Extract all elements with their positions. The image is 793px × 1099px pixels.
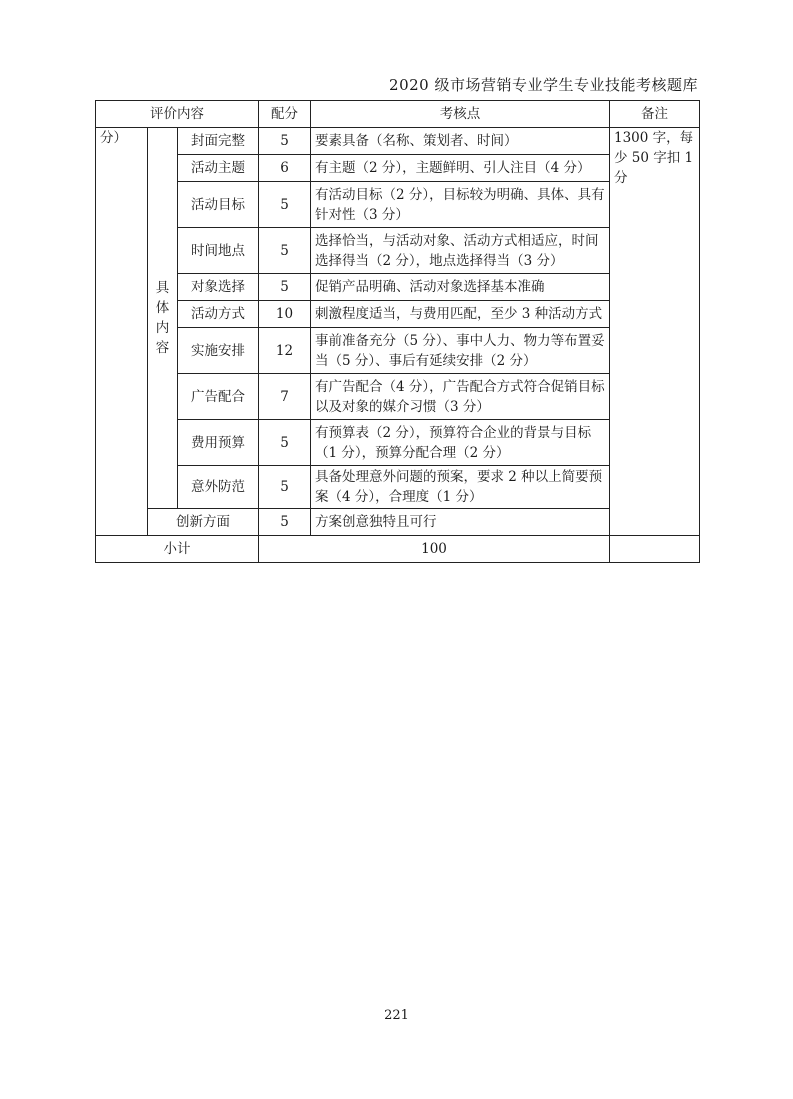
item-name: 时间地点 xyxy=(178,228,259,274)
group-label: 具 体 内 容 xyxy=(148,128,178,509)
item-point: 有主题（2 分），主题鲜明、引人注目（4 分） xyxy=(311,155,610,182)
item-point: 要素具备（名称、策划者、时间） xyxy=(311,128,610,155)
table-row xyxy=(96,328,700,374)
continued-label: 分） xyxy=(96,128,148,536)
subtotal-row xyxy=(96,536,700,563)
item-score: 5 xyxy=(259,228,311,274)
item-point: 有预算表（2 分），预算符合企业的背景与目标（1 分），预算分配合理（2 分） xyxy=(311,420,610,466)
table-row xyxy=(96,155,700,182)
table-row xyxy=(96,274,700,301)
item-score: 5 xyxy=(259,182,311,228)
header-content: 评价内容 xyxy=(96,101,259,128)
table-row xyxy=(96,128,700,155)
subtotal-score: 100 xyxy=(259,536,610,563)
subtotal-remarks xyxy=(610,536,700,563)
item-name: 广告配合 xyxy=(178,374,259,420)
subtotal-label: 小计 xyxy=(96,536,259,563)
item-name: 对象选择 xyxy=(178,274,259,301)
item-point: 具备处理意外问题的预案，要求 2 种以上简要预案（4 分），合理度（1 分） xyxy=(311,466,610,509)
item-point: 事前准备充分（5 分）、事中人力、物力等布置妥当（5 分）、事后有延续安排（2 分） xyxy=(311,328,610,374)
item-name: 费用预算 xyxy=(178,420,259,466)
header-score: 配分 xyxy=(259,101,311,128)
item-name: 活动目标 xyxy=(178,182,259,228)
header-points: 考核点 xyxy=(311,101,610,128)
item-score: 5 xyxy=(259,466,311,509)
item-name: 封面完整 xyxy=(178,128,259,155)
page-header: 2020 级市场营销专业学生专业技能考核题库 xyxy=(389,76,698,94)
item-score: 5 xyxy=(259,274,311,301)
item-point: 选择恰当，与活动对象、活动方式相适应，时间选择得当（2 分），地点选择得当（3 分） xyxy=(311,228,610,274)
table-row xyxy=(96,509,700,536)
item-point: 促销产品明确、活动对象选择基本准确 xyxy=(311,274,610,301)
item-score: 5 xyxy=(259,420,311,466)
item-score: 10 xyxy=(259,301,311,328)
innovation-point: 方案创意独特且可行 xyxy=(311,509,610,536)
item-score: 12 xyxy=(259,328,311,374)
table-row xyxy=(96,420,700,466)
item-name: 实施安排 xyxy=(178,328,259,374)
item-name: 活动主题 xyxy=(178,155,259,182)
header-remarks: 备注 xyxy=(610,101,700,128)
page-number: 221 xyxy=(384,1008,409,1023)
table-row xyxy=(96,374,700,420)
item-score: 5 xyxy=(259,128,311,155)
item-score: 6 xyxy=(259,155,311,182)
table-row xyxy=(96,228,700,274)
item-point: 有活动目标（2 分），目标较为明确、具体、具有针对性（3 分） xyxy=(311,182,610,228)
innovation-item: 创新方面 xyxy=(148,509,259,536)
table-row xyxy=(96,466,700,509)
item-point: 刺激程度适当，与费用匹配，至少 3 种活动方式 xyxy=(311,301,610,328)
innovation-score: 5 xyxy=(259,509,311,536)
item-point: 有广告配合（4 分），广告配合方式符合促销目标以及对象的媒介习惯（3 分） xyxy=(311,374,610,420)
evaluation-table xyxy=(95,100,700,563)
remarks-cell: 1300 字，每少 50 字扣 1 分 xyxy=(610,128,700,536)
table-row xyxy=(96,301,700,328)
item-name: 活动方式 xyxy=(178,301,259,328)
table-header-row xyxy=(96,101,700,128)
item-name: 意外防范 xyxy=(178,466,259,509)
item-score: 7 xyxy=(259,374,311,420)
table-row xyxy=(96,182,700,228)
